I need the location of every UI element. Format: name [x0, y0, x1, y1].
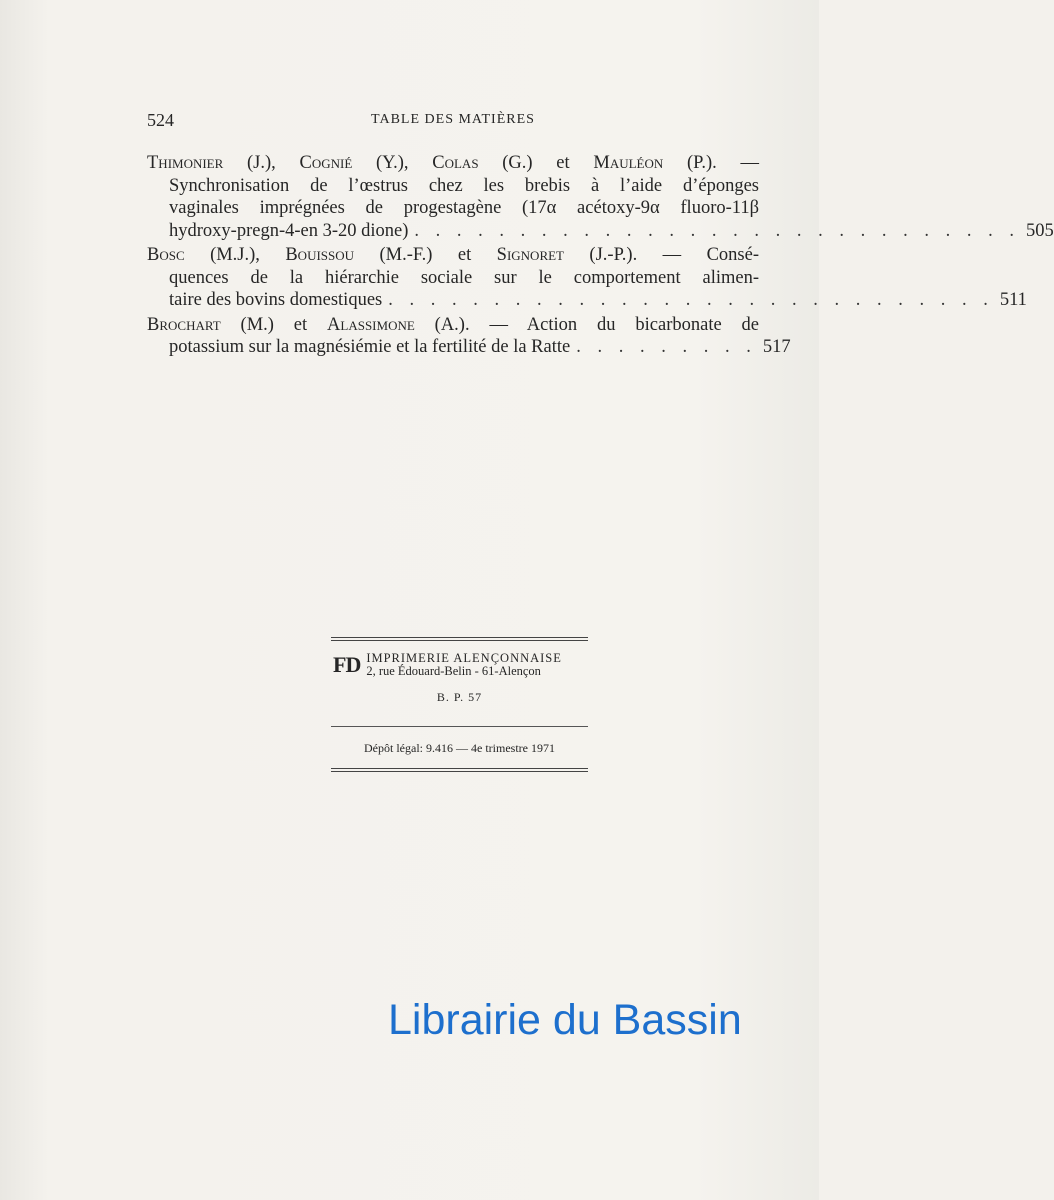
entry-title-line: quences de la hiérarchie sociale sur le comportement alimen- [169, 267, 759, 288]
entry-leader-line [147, 289, 1027, 312]
printer-address: 2, rue Édouard-Belin - 61-Alençon [366, 664, 541, 678]
double-rule [331, 637, 588, 641]
legal-deposit: Dépôt légal: 9.416 — 4e trimestre 1971 [364, 741, 555, 755]
printer-name: IMPRIMERIE ALENÇONNAISE [366, 651, 562, 665]
postal-box: B. P. 57 [436, 690, 483, 704]
running-head [147, 110, 759, 136]
entry-authors: Brochart (M.) et Alassimone (A.). — Action du bicarbonate de [147, 314, 759, 335]
double-rule [331, 768, 588, 772]
dot-leader: . . . . . . . . . [576, 337, 757, 357]
entry-page: 511 [999, 290, 1027, 310]
watermark: Librairie du Bassin [388, 996, 742, 1044]
toc-entry [147, 244, 1027, 312]
entry-authors: Bosc (M.J.), Bouissou (M.-F.) et Signoret (J.-P.). — Consé- [147, 245, 759, 265]
entry-authors: Thimonier (J.), Cognié (Y.), Colas (G.) et Mauléon (P.). — [147, 153, 760, 173]
entry-title-line: hydroxy-pregn-4-en 3-20 dione) [169, 220, 409, 241]
entry-page: 505 [1026, 220, 1054, 241]
dot-leader: . . . . . . . . . . . . . . . . . . . . . . . . . . . . . [414, 220, 1021, 241]
single-rule [331, 726, 588, 727]
printer-logo: FD [333, 652, 361, 677]
entry-leader-line [147, 220, 1054, 243]
toc-entry [147, 314, 791, 359]
table-of-contents [147, 152, 1054, 361]
entry-page: 517 [762, 337, 791, 357]
entry-title-line: vaginales imprégnées de progestagène (17α acétoxy-9α fluoro-11β [169, 198, 759, 218]
entry-title-line: potassium sur la magnésiémie et la fertilité de la Ratte [169, 337, 571, 357]
running-title: TABLE DES MATIÈRES [371, 112, 535, 127]
page-number: 524 [147, 110, 174, 130]
printer-block [333, 652, 588, 678]
printer-imprint [331, 637, 588, 772]
entry-title-line: Synchronisation de l’œstrus chez les brebis à l’aide d’éponges [169, 175, 759, 196]
entry-title-line: taire des bovins domestiques [169, 290, 383, 310]
dot-leader: . . . . . . . . . . . . . . . . . . . . . . . . . . . . . [388, 290, 994, 310]
entry-leader-line [147, 336, 791, 359]
toc-entry [147, 152, 1054, 242]
